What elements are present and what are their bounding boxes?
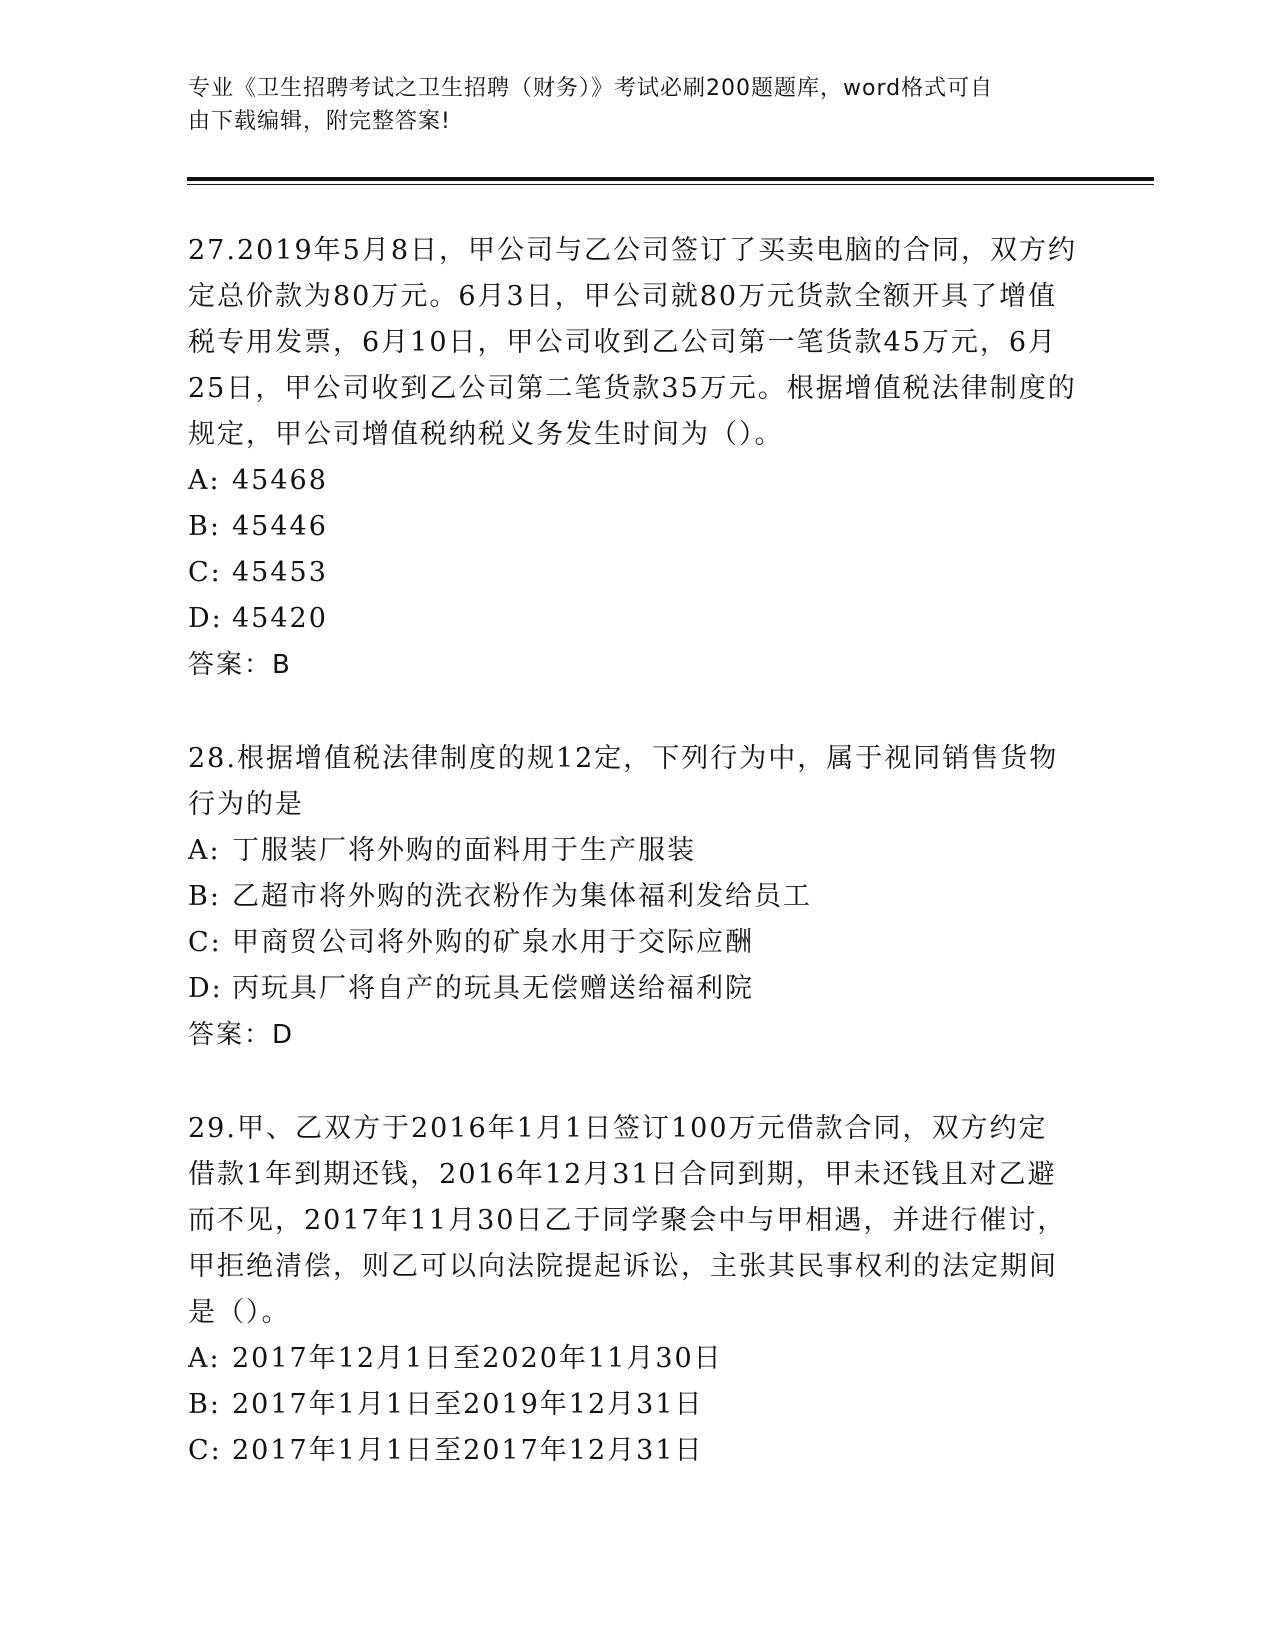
option-letter: B: — [188, 511, 221, 542]
header-line-2: 由下载编辑，附完整答案! — [188, 109, 451, 134]
option-text: 45446 — [232, 511, 328, 542]
question-stem-line: 规定，甲公司增值税纳税义务发生时间为（）。 — [188, 419, 784, 450]
question-stem-line: 行为的是 — [188, 789, 304, 820]
option-c — [188, 550, 1088, 596]
question-stem-line: 甲拒绝清偿，则乙可以向法院提起诉讼，主张其民事权利的法定期间 — [188, 1251, 1058, 1282]
option-letter: C: — [188, 1435, 222, 1466]
option-text: 2017年12月1日至2020年11月30日 — [232, 1343, 723, 1374]
option-letter: C: — [188, 927, 222, 958]
question-stem-line: 是（）。 — [188, 1297, 291, 1328]
question-stem-line: 29.甲、乙双方于2016年1月1日签订100万元借款合同，双方约定 — [188, 1113, 1048, 1144]
option-d — [188, 966, 1088, 1012]
option-text: 2017年1月1日至2019年12月31日 — [232, 1389, 704, 1420]
option-letter: B: — [188, 1389, 221, 1420]
option-letter: B: — [188, 881, 221, 912]
option-text: 45453 — [232, 557, 328, 588]
option-text: 2017年1月1日至2017年12月31日 — [232, 1435, 704, 1466]
question-stem-line: 定总价款为80万元。6月3日，甲公司就80万元货款全额开具了增值 — [188, 281, 1058, 312]
question-28 — [188, 736, 1088, 1058]
option-b — [188, 1382, 1088, 1428]
question-stem-line: 税专用发票，6月10日，甲公司收到乙公司第一笔货款45万元，6月 — [188, 327, 1058, 358]
option-a — [188, 458, 1088, 504]
question-stem-line: 27.2019年5月8日，甲公司与乙公司签订了买卖电脑的合同，双方约 — [188, 235, 1078, 266]
option-text: 45420 — [232, 603, 328, 634]
option-letter: A: — [188, 1343, 221, 1374]
question-stem-line: 借款1年到期还钱，2016年12月31日合同到期，甲未还钱且对乙避 — [188, 1159, 1057, 1190]
answer-line: 答案：D — [188, 1020, 295, 1050]
option-c — [188, 1428, 1088, 1474]
option-b — [188, 874, 1088, 920]
document-header — [188, 72, 1068, 138]
question-list — [188, 228, 1088, 1522]
header-line-1: 专业《卫生招聘考试之卫生招聘（财务）》考试必刷200题题库，word格式可自 — [188, 76, 994, 101]
option-text: 丁服装厂将外购的面料用于生产服装 — [232, 835, 696, 866]
option-text: 45468 — [232, 465, 328, 496]
question-stem-line: 而不见，2017年11月30日乙于同学聚会中与甲相遇，并进行催讨， — [188, 1205, 1067, 1236]
option-text: 丙玩具厂将自产的玩具无偿赠送给福利院 — [232, 973, 754, 1004]
option-letter: C: — [188, 557, 222, 588]
option-b — [188, 504, 1088, 550]
option-d — [188, 596, 1088, 642]
option-a — [188, 1336, 1088, 1382]
option-text: 甲商贸公司将外购的矿泉水用于交际应酬 — [232, 927, 754, 958]
question-stem-line: 28.根据增值税法律制度的规12定，下列行为中，属于视同销售货物 — [188, 743, 1059, 774]
option-text: 乙超市将外购的洗衣粉作为集体福利发给员工 — [232, 881, 812, 912]
option-a — [188, 828, 1088, 874]
option-letter: D: — [188, 603, 223, 634]
option-letter: D: — [188, 973, 223, 1004]
question-stem-line: 25日，甲公司收到乙公司第二笔货款35万元。根据增值税法律制度的 — [188, 373, 1077, 404]
question-27 — [188, 228, 1088, 688]
option-letter: A: — [188, 465, 221, 496]
answer-line: 答案：B — [188, 650, 292, 680]
option-letter: A: — [188, 835, 221, 866]
question-29 — [188, 1106, 1088, 1474]
header-divider-thin — [187, 184, 1154, 185]
option-c — [188, 920, 1088, 966]
header-divider-thick — [187, 177, 1154, 181]
